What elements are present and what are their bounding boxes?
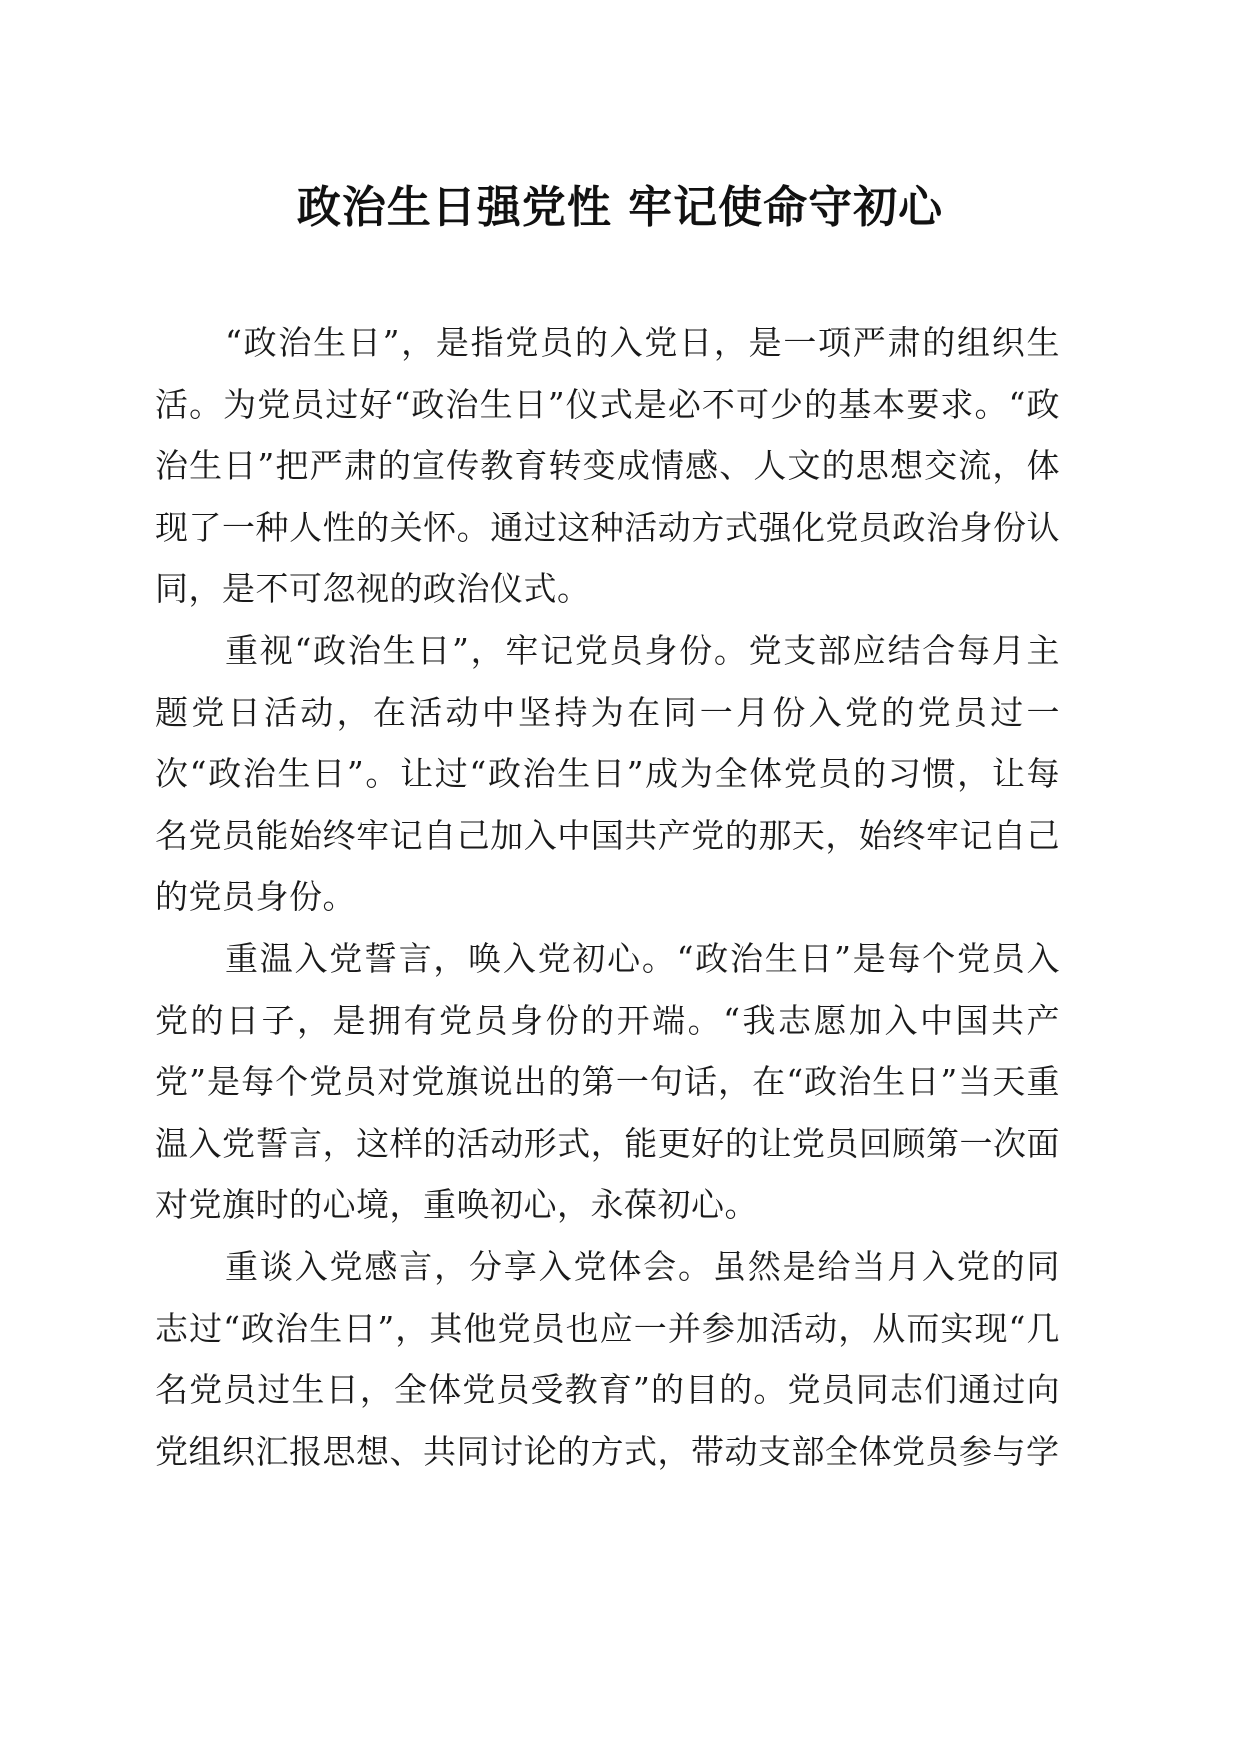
paragraph-3: 重温入党誓言，唤入党初心。“政治生日”是每个党员入党的日子，是拥有党员身份的开端。“我志愿加入中国共产党”是每个党员对党旗说出的第一句话，在“政治生日”当天重温入党誓言，这样的活动形式，能更好的让党员回顾第一次面对党旗时的心境，重唤初心，永葆初心。 xyxy=(155,938,1060,1225)
document-title: 政治生日强党性 牢记使命守初心 xyxy=(296,182,944,233)
paragraph-4: 重谈入党感言，分享入党体会。虽然是给当月入党的同志过“政治生日”，其他党员也应一并参加活动，从而实现“几名党员过生日，全体党员受教育”的目的。党员同志们通过向党组织汇报思想、共同讨论的方式，带动支部全体党员参与学 xyxy=(155,1246,1060,1471)
document-body xyxy=(155,312,1060,1482)
paragraph-1: “政治生日”，是指党员的入党日，是一项严肃的组织生活。为党员过好“政治生日”仪式是必不可少的基本要求。“政治生日”把严肃的宣传教育转变成情感、人文的思想交流，体现了一种人性的关怀。通过这种活动方式强化党员政治身份认同，是不可忽视的政治仪式。 xyxy=(155,323,1060,609)
paragraph-2: 重视“政治生日”，牢记党员身份。党支部应结合每月主题党日活动，在活动中坚持为在同一月份入党的党员过一次“政治生日”。让过“政治生日”成为全体党员的习惯，让每名党员能始终牢记自己加入中国共产党的那天，始终牢记自己的党员身份。 xyxy=(155,630,1060,917)
